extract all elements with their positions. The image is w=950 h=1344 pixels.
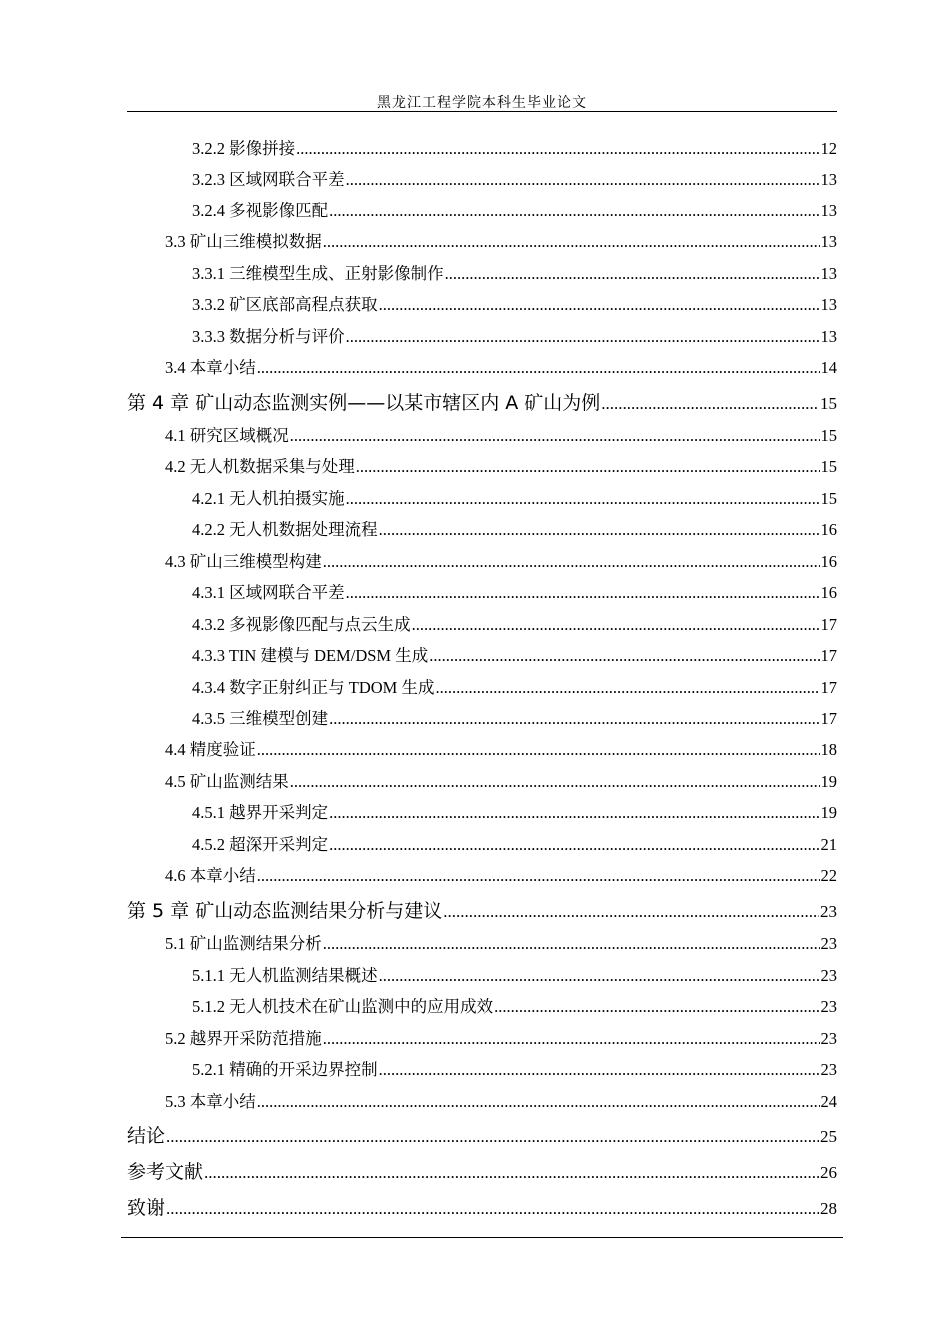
toc-entry-page: 12 [820, 139, 837, 158]
toc-entry[interactable] [165, 934, 837, 954]
toc-leader-dots [257, 1092, 820, 1112]
toc-entry-page: 21 [820, 835, 837, 854]
toc-entry-page: 17 [820, 709, 837, 728]
toc-entry[interactable] [165, 740, 837, 760]
toc-entry-page: 23 [820, 902, 837, 921]
toc-entry[interactable] [192, 295, 837, 315]
toc-entry-page: 15 [820, 426, 837, 445]
toc-chapter-entry[interactable] [127, 393, 837, 414]
toc-chapter-entry[interactable] [127, 1126, 837, 1147]
toc-entry-title: 3.2.3 区域网联合平差 [192, 170, 345, 189]
toc-entry[interactable] [165, 552, 837, 572]
toc-entry-page: 23 [820, 997, 837, 1016]
toc-entry-page: 22 [820, 866, 837, 885]
toc-entry-page: 19 [820, 803, 837, 822]
toc-leader-dots [257, 866, 820, 886]
toc-entry-page: 16 [820, 552, 837, 571]
toc-entry-title: 4.2 无人机数据采集与处理 [165, 457, 355, 476]
toc-entry-page: 26 [820, 1163, 837, 1182]
toc-entry[interactable] [165, 426, 837, 446]
toc-leader-dots [323, 1029, 820, 1049]
toc-entry-title: 4.2.2 无人机数据处理流程 [192, 520, 378, 539]
toc-leader-dots [379, 520, 820, 540]
toc-entry-page: 13 [820, 295, 837, 314]
toc-entry-title: 5.2 越界开采防范措施 [165, 1029, 322, 1048]
toc-entry-page: 13 [820, 201, 837, 220]
toc-entry-title: 4.3.1 区域网联合平差 [192, 583, 345, 602]
toc-entry-title: 4.3.5 三维模型创建 [192, 709, 329, 728]
toc-entry-title: 5.3 本章小结 [165, 1092, 256, 1111]
toc-entry[interactable] [192, 327, 837, 347]
toc-entry-page: 16 [820, 583, 837, 602]
toc-entry-page: 17 [820, 678, 837, 697]
toc-entry[interactable] [165, 232, 837, 252]
toc-chapter-entry[interactable] [127, 1198, 837, 1219]
toc-entry[interactable] [192, 489, 837, 509]
toc-leader-dots [323, 552, 820, 572]
toc-entry-title: 4.3.2 多视影像匹配与点云生成 [192, 615, 411, 634]
toc-entry-title: 3.3.1 三维模型生成、正射影像制作 [192, 264, 444, 283]
toc-entry-title: 5.2.1 精确的开采边界控制 [192, 1060, 378, 1079]
toc-entry[interactable] [192, 678, 837, 698]
toc-entry-page: 17 [820, 615, 837, 634]
toc-leader-dots [346, 327, 820, 347]
toc-entry[interactable] [165, 1092, 837, 1112]
toc-entry-page: 14 [820, 358, 837, 377]
toc-entry[interactable] [192, 646, 837, 666]
toc-leader-dots [601, 394, 819, 414]
toc-entry-page: 17 [820, 646, 837, 665]
toc-entry[interactable] [165, 457, 837, 477]
toc-entry-title: 4.5.2 超深开采判定 [192, 835, 329, 854]
toc-entry-title: 4.3 矿山三维模型构建 [165, 552, 322, 571]
toc-entry[interactable] [192, 139, 837, 159]
toc-entry-page: 15 [820, 489, 837, 508]
toc-entry-title: 4.6 本章小结 [165, 866, 256, 885]
toc-entry-title: 参考文献 [127, 1161, 204, 1183]
toc-leader-dots [329, 803, 819, 823]
toc-entry-page: 23 [820, 966, 837, 985]
toc-leader-dots [323, 232, 820, 252]
toc-entry[interactable] [192, 615, 837, 635]
toc-leader-dots [346, 583, 820, 603]
toc-leader-dots [429, 646, 819, 666]
toc-entry-page: 24 [820, 1092, 837, 1111]
toc-leader-dots [257, 740, 820, 760]
toc-entry[interactable] [165, 358, 837, 378]
toc-leader-dots [435, 678, 819, 698]
toc-entry-page: 13 [820, 232, 837, 251]
toc-entry-title: 4.5.1 越界开采判定 [192, 803, 329, 822]
toc-entry-title: 第 5 章 矿山动态监测结果分析与建议 [127, 900, 443, 922]
toc-entry[interactable] [165, 866, 837, 886]
toc-entry-title: 3.4 本章小结 [165, 358, 256, 377]
toc-entry-page: 25 [820, 1127, 837, 1146]
toc-leader-dots [329, 835, 819, 855]
toc-leader-dots [379, 295, 820, 315]
toc-entry[interactable] [192, 835, 837, 855]
toc-entry-title: 5.1 矿山监测结果分析 [165, 934, 322, 953]
toc-leader-dots [323, 934, 820, 954]
toc-leader-dots [290, 426, 820, 446]
toc-entry[interactable] [165, 1029, 837, 1049]
toc-entry[interactable] [192, 583, 837, 603]
toc-entry[interactable] [192, 201, 837, 221]
toc-leader-dots [290, 772, 820, 792]
page-header: 黑龙江工程学院本科生毕业论文 [377, 95, 587, 111]
toc-entry[interactable] [192, 803, 837, 823]
toc-entry-title: 3.2.4 多视影像匹配 [192, 201, 329, 220]
toc-entry-title: 4.3.3 TIN 建模与 DEM/DSM 生成 [192, 646, 429, 665]
toc-entry-title: 致谢 [127, 1197, 166, 1219]
toc-entry[interactable] [192, 520, 837, 540]
toc-leader-dots [329, 709, 819, 729]
toc-entry[interactable] [192, 170, 837, 190]
toc-leader-dots [494, 997, 819, 1017]
toc-leader-dots [412, 615, 820, 635]
toc-entry-title: 3.2.2 影像拼接 [192, 139, 296, 158]
toc-leader-dots [346, 489, 820, 509]
toc-entry-page: 28 [820, 1199, 837, 1218]
toc-entry-title: 结论 [127, 1125, 166, 1147]
toc-leader-dots [166, 1127, 819, 1147]
toc-entry-page: 15 [820, 394, 837, 413]
toc-entry-title: 第 4 章 矿山动态监测实例——以某市辖区内 A 矿山为例 [127, 392, 601, 414]
footer-rule [121, 1237, 843, 1238]
toc-entry-page: 15 [820, 457, 837, 476]
toc-leader-dots [204, 1163, 819, 1183]
toc-leader-dots [296, 139, 819, 159]
toc-entry-page: 13 [820, 327, 837, 346]
toc-entry-page: 23 [820, 1060, 837, 1079]
header-rule [127, 111, 837, 112]
toc-entry-page: 19 [820, 772, 837, 791]
toc-entry[interactable] [165, 772, 837, 792]
toc-leader-dots [257, 358, 820, 378]
toc-leader-dots [443, 902, 819, 922]
toc-chapter-entry[interactable] [127, 901, 837, 922]
toc-leader-dots [346, 170, 820, 190]
toc-entry-title: 4.3.4 数字正射纠正与 TDOM 生成 [192, 678, 435, 697]
toc-leader-dots [166, 1199, 819, 1219]
toc-entry-title: 3.3 矿山三维模拟数据 [165, 232, 322, 251]
toc-leader-dots [445, 264, 820, 284]
toc-entry-title: 4.2.1 无人机拍摄实施 [192, 489, 345, 508]
toc-entry-title: 4.5 矿山监测结果 [165, 772, 289, 791]
toc-entry-page: 18 [820, 740, 837, 759]
toc-chapter-entry[interactable] [127, 1162, 837, 1183]
toc-entry[interactable] [192, 966, 837, 986]
toc-entry-title: 4.1 研究区域概况 [165, 426, 289, 445]
toc-entry[interactable] [192, 264, 837, 284]
toc-entry[interactable] [192, 997, 837, 1017]
toc-leader-dots [356, 457, 820, 477]
toc-entry[interactable] [192, 709, 837, 729]
toc-leader-dots [329, 201, 819, 221]
toc-entry-page: 13 [820, 170, 837, 189]
toc-entry-title: 5.1.2 无人机技术在矿山监测中的应用成效 [192, 997, 494, 1016]
toc-entry-title: 4.4 精度验证 [165, 740, 256, 759]
toc-entry-title: 5.1.1 无人机监测结果概述 [192, 966, 378, 985]
toc-entry-page: 13 [820, 264, 837, 283]
toc-entry-page: 16 [820, 520, 837, 539]
toc-entry-page: 23 [820, 934, 837, 953]
toc-entry-title: 3.3.3 数据分析与评价 [192, 327, 345, 346]
toc-leader-dots [379, 966, 820, 986]
toc-entry[interactable] [192, 1060, 837, 1080]
toc-leader-dots [379, 1060, 820, 1080]
toc-entry-page: 23 [820, 1029, 837, 1048]
toc-entry-title: 3.3.2 矿区底部高程点获取 [192, 295, 378, 314]
